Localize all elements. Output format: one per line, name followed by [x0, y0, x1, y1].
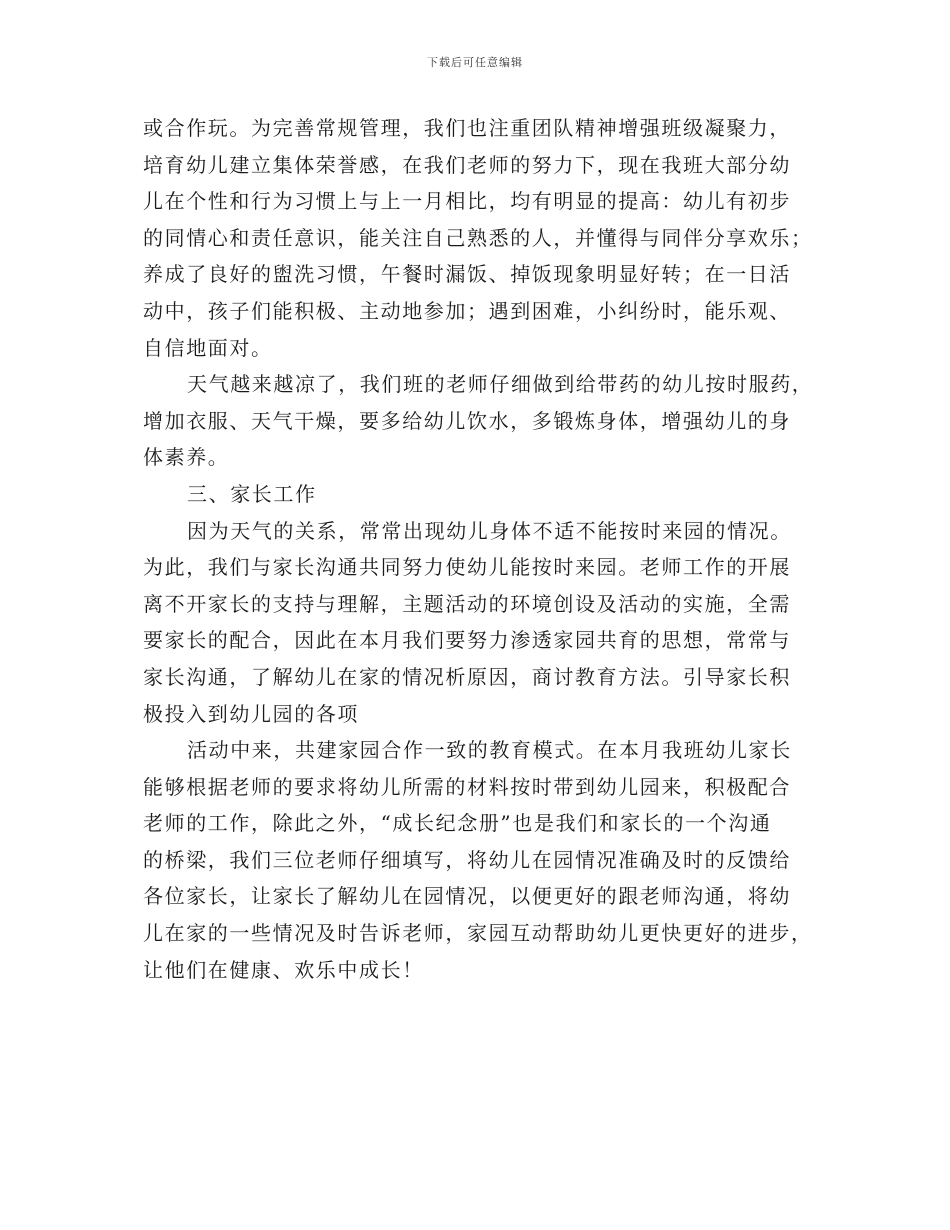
text-line: 儿在个性和行为习惯上与上一月相比，均有明显的提高：幼儿有初步 — [143, 189, 791, 214]
text-line: 能够根据老师的要求将幼儿所需的材料按时带到幼儿园来，积极配合 — [143, 774, 791, 799]
text-line: 天气越来越凉了，我们班的老师仔细做到给带药的幼儿按时服药， — [187, 372, 814, 397]
text-line: 活动中来，共建家园合作一致的教育模式。在本月我班幼儿家长 — [187, 738, 792, 763]
text-line: 极投入到幼儿园的各项 — [143, 701, 359, 726]
text-line: 自信地面对。 — [143, 335, 273, 360]
text-line: 老师的工作，除此之外，“成长纪念册”也是我们和家长的一个沟通 — [143, 811, 772, 836]
text-line: 各位家长，让家长了解幼儿在园情况，以便更好的跟老师沟通，将幼 — [143, 884, 791, 909]
text-line: 让他们在健康、欢乐中成长！ — [143, 957, 424, 982]
text-line: 的桥梁，我们三位老师仔细填写，将幼儿在园情况准确及时的反馈给 — [143, 847, 791, 872]
text-line: 的同情心和责任意识，能关注自己熟悉的人，并懂得与同伴分享欢乐； — [143, 225, 813, 250]
text-line: 三、家长工作 — [187, 481, 317, 506]
text-line: 养成了良好的盥洗习惯，午餐时漏饭、掉饭现象明显好转；在一日活 — [143, 262, 791, 287]
text-line: 离不开家长的支持与理解，主题活动的环境创设及活动的实施，全需 — [143, 591, 791, 616]
text-line: 增加衣服、天气干燥，要多给幼儿饮水，多锻炼身体，增强幼儿的身 — [143, 408, 791, 433]
text-line: 动中，孩子们能积极、主动地参加；遇到困难，小纠纷时，能乐观、 — [143, 298, 791, 323]
text-line: 培育幼儿建立集体荣誉感，在我们老师的努力下，现在我班大部分幼 — [143, 152, 791, 177]
text-line: 要家长的配合，因此在本月我们要努力渗透家园共育的思想，常常与 — [143, 628, 791, 653]
text-line: 因为天气的关系，常常出现幼儿身体不适不能按时来园的情况。 — [187, 518, 792, 543]
page-header: 下载后可任意编辑 — [427, 56, 523, 69]
text-line: 为此，我们与家长沟通共同努力使幼儿能按时来园。老师工作的开展 — [143, 555, 791, 580]
text-line: 或合作玩。为完善常规管理，我们也注重团队精神增强班级凝聚力， — [143, 116, 791, 140]
text-line: 体素养。 — [143, 445, 230, 470]
text-line: 家长沟通，了解幼儿在家的情况析原因，商讨教育方法。引导家长积 — [143, 664, 791, 689]
document-body — [143, 110, 814, 988]
text-line: 儿在家的一些情况及时告诉老师，家园互动帮助幼儿更快更好的进步， — [143, 921, 813, 946]
